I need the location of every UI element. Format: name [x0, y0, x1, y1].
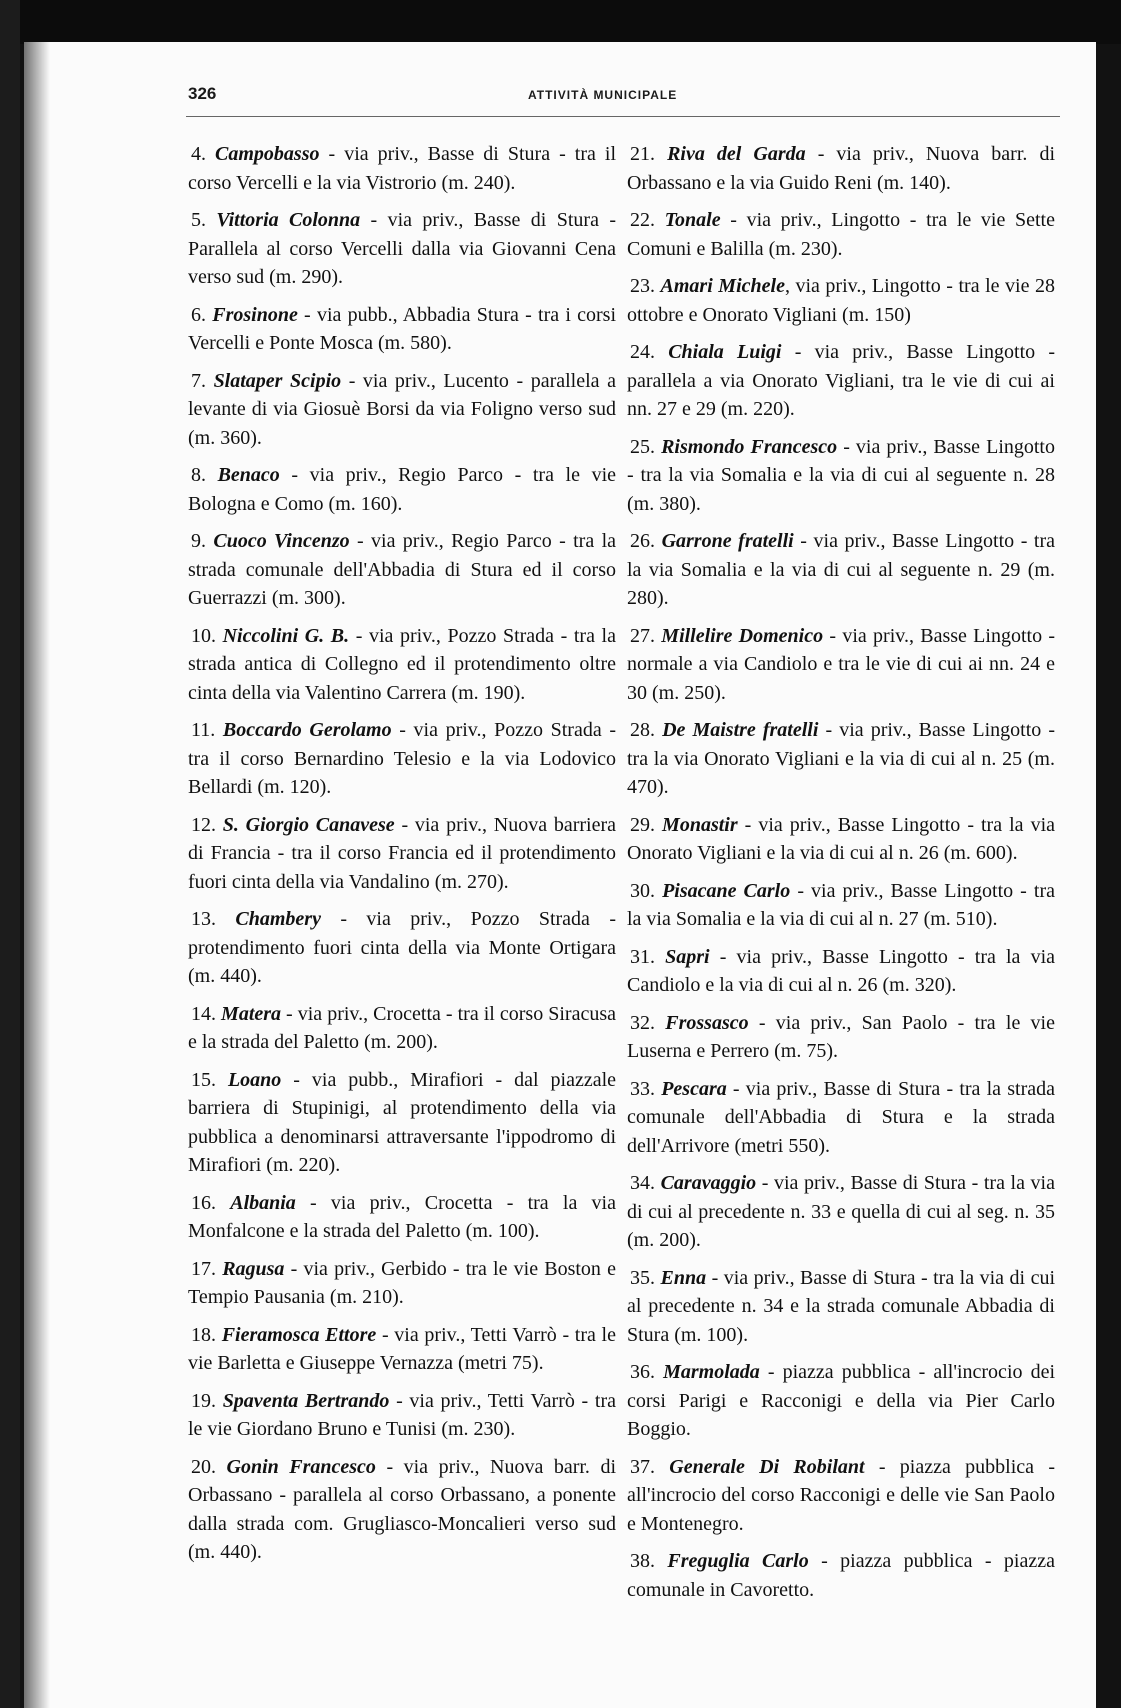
street-detail: - via priv., Lucento - parallela a levante di via Giosuè Borsi da via Foligno verso sud (m. 360).	[188, 369, 616, 449]
entry-number: 31.	[630, 945, 655, 968]
street-detail: - via priv., Basse Lingotto - tra la via Somalia e la via di cui al n. 27 (m. 510).	[627, 879, 1055, 930]
street-entry	[627, 140, 1055, 197]
entry-number: 32.	[630, 1011, 655, 1034]
street-entry	[627, 1075, 1055, 1161]
header-rule	[186, 116, 1060, 117]
street-detail: - via priv., Gerbido - tra le vie Boston e Tempio Pausania (m. 210).	[188, 1257, 616, 1308]
street-detail: - via priv., Basse di Stura - tra il corso Vercelli e la via Vistrorio (m. 240).	[188, 143, 617, 194]
running-title: ATTIVITÀ MUNICIPALE	[528, 88, 678, 102]
street-detail: - via priv., Pozzo Strada - protendimento fuori cinta della via Monte Ortigara (m. 440).	[188, 908, 616, 987]
entry-number: 24.	[630, 341, 655, 363]
entry-number: 15.	[191, 1068, 216, 1091]
street-detail: - via priv., San Paolo - tra le vie Luserna e Perrero (m. 75).	[627, 1011, 1055, 1062]
entry-number: 29.	[630, 813, 655, 836]
street-entry	[627, 1169, 1055, 1255]
street-entry	[188, 622, 616, 708]
entry-number: 8.	[191, 464, 206, 486]
street-name: Frossasco	[665, 1011, 749, 1034]
street-detail: , via priv., Lingotto - tra le vie 28 ottobre e Onorato Vigliani (m. 150)	[627, 275, 1056, 326]
street-name: Matera	[221, 1002, 282, 1025]
street-detail: - via priv., Basse di Stura - Parallela al corso Vercelli dalla via Giovanni Cena verso sud (m. 290).	[188, 209, 616, 288]
street-detail: - via pubb., Mirafiori - dal piazzale barriera di Stupinigi, al protendimento della via pubblica a denominarsi attraversante l'ippodromo di Mirafiori (m. 220).	[188, 1068, 617, 1176]
street-entry	[627, 811, 1055, 868]
street-entry	[627, 1264, 1055, 1350]
street-name: Campobasso	[215, 143, 320, 165]
street-entry	[627, 943, 1055, 1000]
street-detail: - via priv., Tetti Varrò - tra le vie Giordano Bruno e Tunisi (m. 230).	[188, 1389, 616, 1440]
street-detail: - via priv., Pozzo Strada - tra il corso Bernardino Telesio e la via Lodovico Bellardi (m. 120).	[188, 719, 616, 798]
street-entry	[188, 1066, 616, 1180]
street-name: Fieramosca Ettore	[221, 1323, 377, 1346]
entry-number: 5.	[191, 209, 206, 231]
page-number: 326	[188, 84, 217, 103]
entry-number: 38.	[630, 1550, 655, 1572]
entry-number: 18.	[191, 1323, 216, 1346]
entry-number: 6.	[191, 303, 206, 326]
entry-number: 19.	[191, 1389, 216, 1412]
entry-number: 36.	[630, 1361, 655, 1383]
street-name: Niccolini G. B.	[222, 624, 350, 647]
street-name: Spaventa Bertrando	[222, 1389, 390, 1412]
entry-number: 14.	[191, 1002, 216, 1025]
street-name: S. Giorgio Canavese	[222, 813, 395, 836]
scan-left-border	[0, 0, 20, 1708]
street-detail: - via priv., Pozzo Strada - tra la strada antica di Collegno ed il protendimento oltre cinta della via Valentino Carrera (m. 190).	[188, 624, 616, 704]
street-detail: - via pubb., Abbadia Stura - tra i corsi Vercelli e Ponte Mosca (m. 580).	[188, 303, 617, 354]
street-name: Loano	[227, 1068, 282, 1091]
street-detail: - via priv., Basse di Stura - tra la strada comunale dell'Abbadia di Stura e la strada dell'Arrivore (metri 550).	[627, 1077, 1055, 1157]
street-name: Freguglia Carlo	[667, 1550, 809, 1572]
street-detail: - via priv., Basse di Stura - tra la via di cui al precedente n. 34 e la strada comunale Abbadia di Stura (m. 100).	[627, 1266, 1056, 1346]
street-entry	[627, 622, 1055, 708]
entry-number: 22.	[630, 209, 655, 231]
entry-number: 26.	[630, 530, 655, 552]
entry-number: 21.	[630, 143, 655, 165]
street-detail: - via priv., Nuova barr. di Orbassano - parallela al corso Orbassano, a ponente dalla strada com. Grugliasco-Moncalieri verso sud (m. 440).	[188, 1455, 617, 1563]
entry-number: 9.	[191, 530, 206, 552]
street-detail: - via priv., Nuova barr. di Orbassano e la via Guido Reni (m. 140).	[627, 143, 1056, 194]
street-entry	[188, 811, 616, 897]
street-name: Pescara	[661, 1077, 727, 1100]
street-entry	[627, 433, 1055, 519]
street-name: Sapri	[665, 945, 710, 968]
street-entry	[188, 140, 616, 197]
street-detail: - via priv., Basse Lingotto - tra la via Onorato Vigliani e la via di cui al n. 26 (m. 600).	[627, 813, 1056, 864]
street-detail: - via priv., Crocetta - tra il corso Siracusa e la strada del Paletto (m. 200).	[188, 1002, 616, 1053]
entry-number: 13.	[191, 908, 216, 930]
entry-number: 33.	[630, 1077, 655, 1100]
street-name: Caravaggio	[660, 1172, 757, 1194]
entry-number: 20.	[191, 1455, 216, 1478]
entry-number: 27.	[630, 624, 655, 647]
street-name: Slataper Scipio	[213, 369, 342, 392]
street-detail: - piazza pubblica - piazza comunale in Cavoretto.	[627, 1550, 1055, 1601]
street-name: Rismondo Francesco	[661, 435, 838, 458]
street-name: Albania	[230, 1191, 296, 1214]
street-name: Gonin Francesco	[226, 1455, 376, 1478]
page-gutter-shadow	[24, 42, 50, 1708]
street-name: Chambery	[235, 908, 321, 930]
street-entry	[188, 1387, 616, 1444]
street-detail: - via priv., Tetti Varrò - tra le vie Barletta e Giuseppe Vernazza (metri 75).	[188, 1323, 616, 1374]
street-name: Boccardo Gerolamo	[222, 719, 392, 741]
entry-number: 37.	[630, 1455, 655, 1478]
street-entry	[188, 367, 616, 453]
street-entry	[188, 1321, 616, 1378]
street-entry	[627, 1547, 1055, 1604]
right-column	[627, 140, 1055, 1613]
street-name: De Maistre fratelli	[662, 719, 819, 741]
street-name: Riva del Garda	[667, 143, 806, 165]
street-detail: - via priv., Basse Lingotto - tra la via Candiolo e la via di cui al n. 26 (m. 320).	[627, 945, 1055, 996]
entry-number: 35.	[630, 1266, 655, 1289]
entry-number: 23.	[630, 275, 655, 297]
street-entry	[188, 301, 616, 358]
street-name: Frosinone	[212, 303, 298, 326]
street-detail: - via priv., Basse Lingotto - tra la via Onorato Vigliani e la via di cui al n. 25 (m. 470).	[627, 719, 1055, 798]
street-entry	[188, 461, 616, 518]
street-detail: - via priv., Crocetta - tra la via Monfalcone e la strada del Paletto (m. 100).	[188, 1191, 616, 1242]
street-entry	[627, 272, 1055, 329]
street-entry	[188, 1255, 616, 1312]
street-name: Amari Michele	[660, 275, 785, 297]
street-detail: - via priv., Basse Lingotto - parallela a via Onorato Vigliani, tra le vie di cui ai nn. 27 e 29 (m. 220).	[627, 341, 1055, 420]
street-name: Marmolada	[663, 1361, 760, 1383]
street-entry	[627, 527, 1055, 613]
entry-number: 16.	[191, 1191, 216, 1214]
street-name: Generale Di Robilant	[669, 1455, 865, 1478]
entry-number: 4.	[191, 143, 206, 165]
left-column	[188, 140, 616, 1576]
street-detail: - piazza pubblica - all'incrocio dei corsi Parigi e Racconigi e della via Pier Carlo Boggio.	[627, 1361, 1056, 1440]
street-detail: - via priv., Regio Parco - tra la strada comunale dell'Abbadia di Stura ed il corso Guerrazzi (m. 300).	[188, 530, 617, 609]
street-entry	[627, 206, 1055, 263]
street-name: Enna	[660, 1266, 707, 1289]
entry-number: 10.	[191, 624, 216, 647]
street-entry	[627, 338, 1055, 424]
street-entry	[188, 716, 616, 802]
street-detail: - via priv., Basse di Stura - tra la via di cui al precedente n. 33 e quella di cui al seg. n. 35 (m. 200).	[627, 1172, 1055, 1251]
street-name: Garrone fratelli	[661, 530, 794, 552]
street-name: Millelire Domenico	[661, 624, 824, 647]
street-entry	[188, 1189, 616, 1246]
street-detail: - piazza pubblica - all'incrocio del corso Racconigi e delle vie San Paolo e Montenegro.	[627, 1455, 1055, 1535]
street-entry	[627, 877, 1055, 934]
street-entry	[188, 1453, 616, 1567]
entry-number: 17.	[191, 1257, 216, 1280]
street-entry	[188, 527, 616, 613]
street-entry	[188, 206, 616, 292]
street-name: Tonale	[664, 209, 721, 231]
street-name: Ragusa	[222, 1257, 285, 1280]
street-name: Pisacane Carlo	[662, 879, 791, 902]
street-name: Benaco	[217, 464, 280, 486]
street-entry	[627, 1358, 1055, 1444]
entry-number: 28.	[630, 719, 655, 741]
street-entry	[627, 716, 1055, 802]
entry-number: 30.	[630, 879, 655, 902]
street-detail: - via priv., Basse Lingotto - tra la via Somalia e la via di cui al seguente n. 29 (m. 280).	[627, 530, 1056, 609]
street-name: Vittoria Colonna	[216, 209, 361, 231]
street-entry	[188, 1000, 616, 1057]
street-entry	[627, 1009, 1055, 1066]
street-detail: - via priv., Basse Lingotto - normale a via Candiolo e tra le vie di cui ai nn. 24 e 30 (m. 250).	[627, 624, 1056, 704]
entry-number: 11.	[191, 719, 216, 741]
entry-number: 7.	[191, 369, 206, 392]
street-name: Chiala Luigi	[668, 341, 782, 363]
street-detail: - via priv., Regio Parco - tra le vie Bologna e Como (m. 160).	[188, 464, 617, 515]
street-detail: - via priv., Nuova barriera di Francia - tra il corso Francia ed il protendimento fuori cinta della via Vandalino (m. 270).	[188, 813, 617, 893]
street-name: Monastir	[662, 813, 738, 836]
street-detail: - via priv., Basse Lingotto - tra la via Somalia e la via di cui al seguente n. 28 (m. 380).	[627, 435, 1055, 515]
street-entry	[188, 905, 616, 991]
street-entry	[627, 1453, 1055, 1539]
scan-top-border	[0, 0, 1121, 44]
entry-number: 34.	[630, 1172, 655, 1194]
entry-number: 12.	[191, 813, 216, 836]
entry-number: 25.	[630, 435, 655, 458]
street-detail: - via priv., Lingotto - tra le vie Sette Comuni e Balilla (m. 230).	[627, 209, 1055, 260]
street-name: Cuoco Vincenzo	[213, 530, 350, 552]
